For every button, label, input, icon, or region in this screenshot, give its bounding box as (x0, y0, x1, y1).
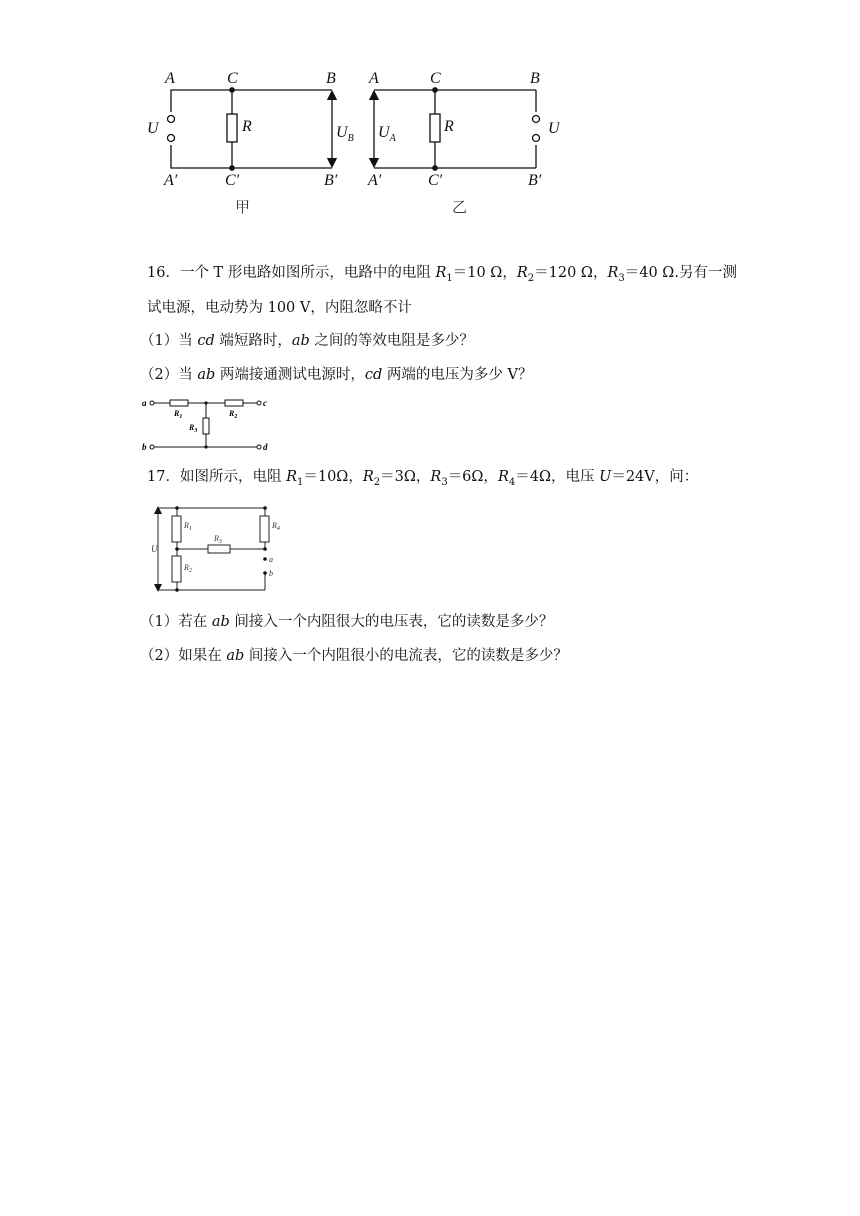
terminal-a: a (142, 398, 147, 408)
label-C-prime: C′ (225, 172, 240, 189)
terminal-d: d (263, 442, 268, 452)
terminal-a: a (269, 555, 273, 564)
label-U: U (147, 120, 159, 137)
label-U: U (548, 120, 560, 137)
label-R: R (242, 118, 252, 135)
resistor-label-R2: $R_2$ (229, 409, 238, 420)
label-C: C (227, 70, 238, 87)
resistor-label-R2: $R_2$ (184, 563, 192, 574)
label-B: B (326, 70, 336, 87)
circuit-yi (374, 88, 540, 170)
label-B: B (530, 70, 540, 87)
q16-sub-1: （1）当 cd 端短路时，ab 之间的等效电阻是多少？ (140, 333, 474, 349)
label-A: A (165, 70, 175, 87)
q17-sub-2: （2）如果在 ab 间接入一个内阻很小的电流表，它的读数是多少？ (140, 648, 568, 664)
circuit-figure-jia-yi (0, 0, 860, 230)
label-B-prime: B′ (528, 172, 542, 189)
q17-line-1: 17．如图所示，电阻 $R_1=10\Omega$，$R_2=3\Omega$，$R_3=6\Omega$，$R_4=4\Omega$，电压 U＝24V，问： (147, 469, 699, 488)
label-UA: $U_A$ (378, 124, 396, 145)
question-number: 17． (147, 469, 180, 485)
label-B-prime: B′ (324, 172, 338, 189)
label-UB: $U_B$ (336, 124, 354, 145)
q16-line-1: 16．一个 T 形电路如图所示，电路中的电阻 $R_1=10$ Ω，$R_2=120$ Ω，$R_3=40$ Ω.另有一测 (147, 265, 737, 284)
label-C-prime: C′ (428, 172, 443, 189)
resistor-label-R1: $R_1$ (174, 409, 183, 420)
t-circuit-figure (140, 392, 290, 454)
terminal-c: c (263, 398, 267, 408)
q16-sub-2: （2）当 ab 两端接通测试电源时，cd 两端的电压为多少 V？ (140, 367, 533, 383)
caption-jia: 甲 (235, 198, 251, 216)
label-A: A (369, 70, 379, 87)
resistor-label-R3: $R_3$ (189, 423, 198, 434)
question-number: 16． (147, 265, 180, 281)
label-R: R (444, 118, 454, 135)
caption-yi: 乙 (452, 198, 468, 216)
label-A-prime: A′ (164, 172, 178, 189)
resistor-label-R1: $R_1$ (184, 521, 192, 532)
q16-line-2: 试电源，电动势为 100 V，内阻忽略不计 (147, 300, 412, 316)
label-A-prime: A′ (368, 172, 382, 189)
terminal-b: b (269, 569, 273, 578)
label-C: C (430, 70, 441, 87)
terminal-b: b (142, 442, 147, 452)
resistor-label-R3: $R_3$ (214, 534, 222, 545)
label-U: U (151, 544, 158, 554)
resistor-label-R4: $R_4$ (272, 521, 280, 532)
bridge-circuit-figure (148, 503, 288, 595)
q17-sub-1: （1）若在 ab 间接入一个内阻很大的电压表，它的读数是多少？ (140, 614, 554, 630)
